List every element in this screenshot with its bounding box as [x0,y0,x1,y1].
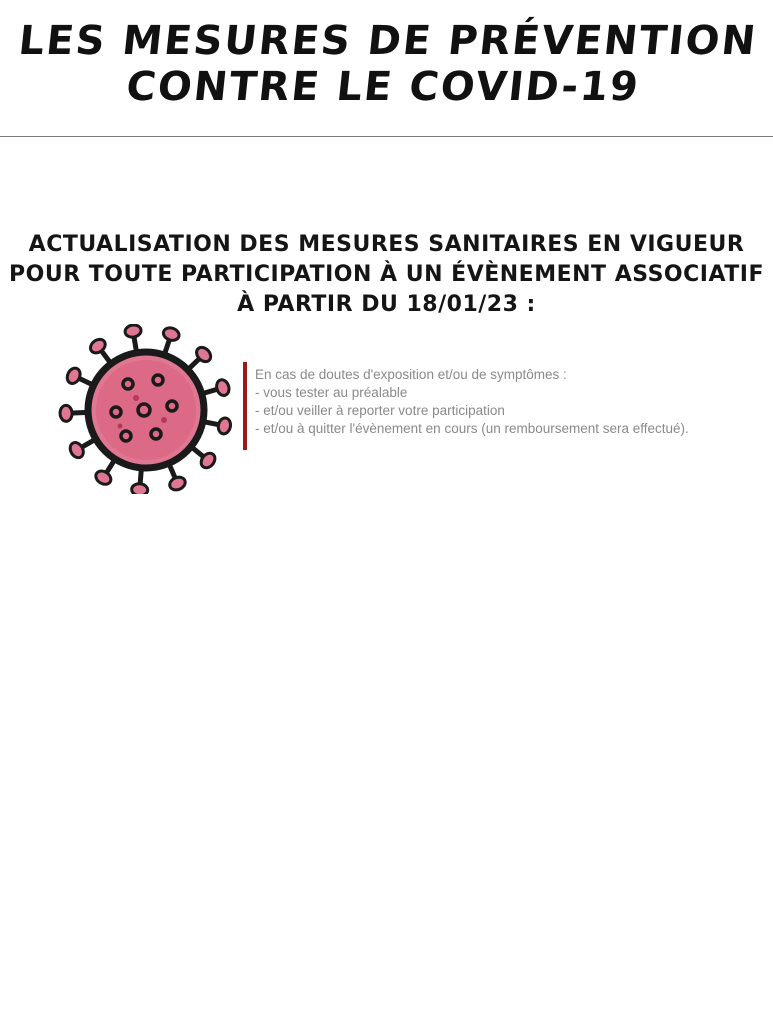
info-item-leave: - et/ou à quitter l'évènement en cours (un remboursement sera effectué). [255,421,689,436]
virus-spike-head [65,366,83,386]
virus-spike-head [68,440,86,460]
info-callout [243,362,755,450]
virus-spike-head [162,326,181,342]
coronavirus-icon [56,324,236,494]
virus-spike-head [124,324,142,338]
section-heading-line-1: ACTUALISATION DES MESURES SANITAIRES EN VIGUEUR [28,232,745,257]
virus-spike-head [217,417,232,435]
page-title [0,0,773,110]
page-title-line-1: LES MESURES DE PRÉVENTION [16,18,760,64]
virus-spike-head [60,405,73,421]
virus-spike-head [131,483,148,494]
section-heading-line-3: À PARTIR DU 18/01/23 : [237,292,536,317]
page-title-line-2: CONTRE LE COVID-19 [124,64,643,110]
page-header [0,0,773,137]
info-item-test: - vous tester au préalable [255,385,408,400]
virus-spike-head [168,475,187,492]
info-item-postpone: - et/ou veiller à reporter votre participation [255,403,505,418]
section-heading [0,230,773,320]
section-heading-line-2: POUR TOUTE PARTICIPATION À UN ÉVÈNEMENT ASSOCIATIF [9,262,764,287]
info-intro: En cas de doutes d'exposition et/ou de symptômes : [255,367,567,382]
virus-spike-head [215,378,231,397]
